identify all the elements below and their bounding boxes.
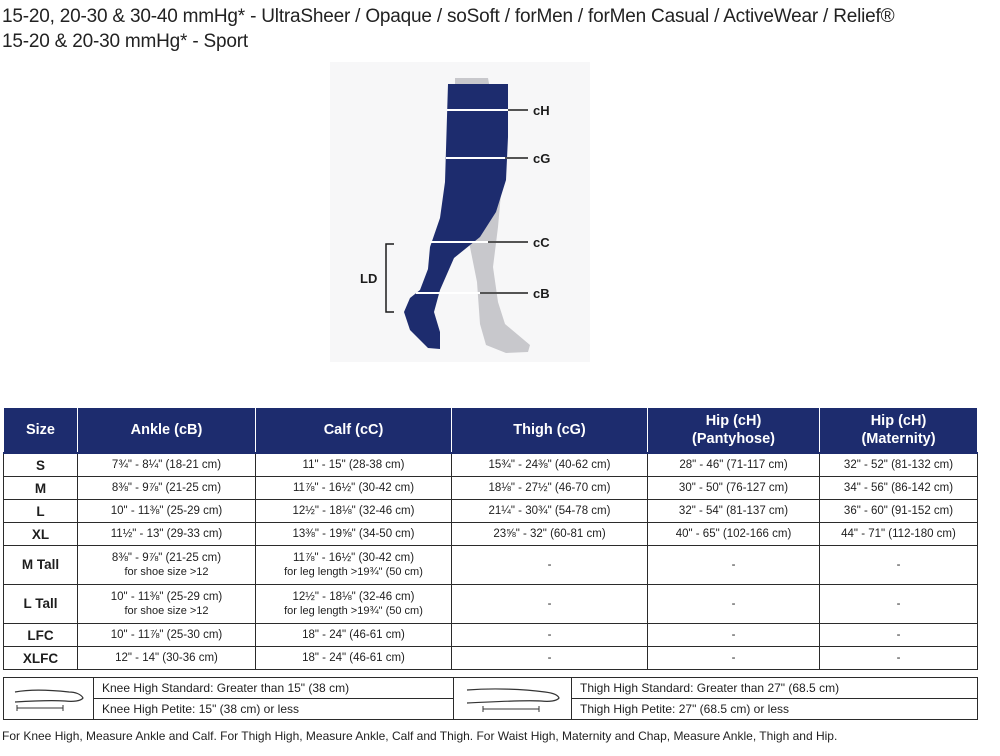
cc-label: cC — [533, 235, 550, 250]
thigh-cell: 18⅛" - 27½" (46-70 cm) — [452, 477, 648, 500]
header-ankle: Ankle (cB) — [78, 408, 256, 454]
size-cell: L Tall — [4, 585, 78, 624]
hip-maternity-cell: 34" - 56" (86-142 cm) — [820, 477, 978, 500]
ankle-cell: 11½" - 13" (29-33 cm) — [78, 523, 256, 546]
size-cell: S — [4, 453, 78, 477]
ankle-cell: 10" - 11⅜" (25-29 cm) for shoe size >12 — [78, 585, 256, 624]
table-row — [4, 585, 978, 624]
hip-maternity-cell: 44" - 71" (112-180 cm) — [820, 523, 978, 546]
calf-cell: 18" - 24" (46-61 cm) — [256, 647, 452, 670]
thigh-petite-text: Thigh High Petite: 27" (68.5 cm) or less — [572, 699, 978, 720]
thigh-cell: - — [452, 647, 648, 670]
hip-pantyhose-cell: - — [648, 647, 820, 670]
calf-cell: 13⅜" - 19⅝" (34-50 cm) — [256, 523, 452, 546]
size-cell: M — [4, 477, 78, 500]
hip-pantyhose-cell: 32" - 54" (81-137 cm) — [648, 500, 820, 523]
knee-petite-text: Knee High Petite: 15" (38 cm) or less — [94, 699, 454, 720]
thigh-cell: - — [452, 624, 648, 647]
size-cell: XLFC — [4, 647, 78, 670]
header-size: Size — [4, 408, 78, 454]
header-thigh: Thigh (cG) — [452, 408, 648, 454]
ankle-cell: 12" - 14" (30-36 cm) — [78, 647, 256, 670]
hip-pantyhose-cell: 28" - 46" (71-117 cm) — [648, 453, 820, 477]
length-row — [4, 678, 978, 699]
hip-pantyhose-cell: - — [648, 624, 820, 647]
calf-cell: 18" - 24" (46-61 cm) — [256, 624, 452, 647]
table-row — [4, 453, 978, 477]
calf-cell: 11⅞" - 16½" (30-42 cm) for leg length >19¾" (50 cm) — [256, 546, 452, 585]
sport-line-heading: 15-20 & 20-30 mmHg* - Sport — [2, 31, 248, 52]
hip-maternity-cell: 32" - 52" (81-132 cm) — [820, 453, 978, 477]
knee-leg-icon — [11, 680, 87, 714]
hip-pantyhose-cell: - — [648, 546, 820, 585]
size-chart-table — [3, 407, 978, 670]
table-row — [4, 624, 978, 647]
calf-note: for leg length >19¾" (50 cm) — [284, 605, 423, 617]
hip-maternity-cell: - — [820, 647, 978, 670]
hip-maternity-cell: - — [820, 585, 978, 624]
ankle-cell: 8⅜" - 9⅞" (21-25 cm) — [78, 477, 256, 500]
hip-maternity-cell: 36" - 60" (91-152 cm) — [820, 500, 978, 523]
table-row — [4, 500, 978, 523]
ch-label: cH — [533, 103, 550, 118]
hip-pantyhose-cell: - — [648, 585, 820, 624]
cg-label: cG — [533, 151, 551, 166]
thigh-leg-icon — [463, 680, 563, 714]
cb-label: cB — [533, 286, 550, 301]
ankle-cell: 8⅜" - 9⅞" (21-25 cm) for shoe size >12 — [78, 546, 256, 585]
calf-note: for leg length >19¾" (50 cm) — [284, 566, 423, 578]
thigh-length-pictogram — [454, 678, 572, 720]
table-row — [4, 523, 978, 546]
leg-measurement-diagram — [330, 62, 590, 362]
knee-length-pictogram — [4, 678, 94, 720]
calf-cell: 11⅞" - 16½" (30-42 cm) — [256, 477, 452, 500]
table-header-row — [4, 408, 978, 454]
thigh-cell: - — [452, 546, 648, 585]
ankle-note: for shoe size >12 — [124, 566, 209, 578]
header-hip-pantyhose: Hip (cH) (Pantyhose) — [648, 408, 820, 454]
product-line-heading: 15-20, 20-30 & 30-40 mmHg* - UltraSheer / Opaque / soSoft / forMen / forMen Casual / ActiveWear / Relief® — [2, 6, 895, 27]
thigh-cell: 23⅝" - 32" (60-81 cm) — [452, 523, 648, 546]
thigh-cell: 15¾" - 24⅜" (40-62 cm) — [452, 453, 648, 477]
hip-pantyhose-cell: 40" - 65" (102-166 cm) — [648, 523, 820, 546]
hip-maternity-cell: - — [820, 624, 978, 647]
ld-label: LD — [360, 271, 378, 286]
thigh-cell: 21¼" - 30¾" (54-78 cm) — [452, 500, 648, 523]
ankle-cell: 10" - 11⅜" (25-29 cm) — [78, 500, 256, 523]
hip-pantyhose-cell: 30" - 50" (76-127 cm) — [648, 477, 820, 500]
size-cell: M Tall — [4, 546, 78, 585]
thigh-cell: - — [452, 585, 648, 624]
length-guide-table — [3, 677, 978, 720]
hip-maternity-cell: - — [820, 546, 978, 585]
calf-cell: 12½" - 18⅛" (32-46 cm) for leg length >19¾" (50 cm) — [256, 585, 452, 624]
ankle-cell: 10" - 11⅞" (25-30 cm) — [78, 624, 256, 647]
size-cell: L — [4, 500, 78, 523]
knee-standard-text: Knee High Standard: Greater than 15" (38 cm) — [94, 678, 454, 699]
thigh-standard-text: Thigh High Standard: Greater than 27" (68.5 cm) — [572, 678, 978, 699]
table-row — [4, 647, 978, 670]
table-row — [4, 546, 978, 585]
header-calf: Calf (cC) — [256, 408, 452, 454]
calf-cell: 12½" - 18⅛" (32-46 cm) — [256, 500, 452, 523]
measurement-instructions: For Knee High, Measure Ankle and Calf. For Thigh High, Measure Ankle, Calf and Thigh. For Waist High, Maternity and Chap, Measure Ankle, Thigh and Hip. — [2, 729, 838, 743]
size-cell: LFC — [4, 624, 78, 647]
table-row — [4, 477, 978, 500]
calf-cell: 11" - 15" (28-38 cm) — [256, 453, 452, 477]
size-cell: XL — [4, 523, 78, 546]
ankle-cell: 7¾" - 8¼" (18-21 cm) — [78, 453, 256, 477]
ankle-note: for shoe size >12 — [124, 605, 209, 617]
header-hip-maternity: Hip (cH) (Maternity) — [820, 408, 978, 454]
